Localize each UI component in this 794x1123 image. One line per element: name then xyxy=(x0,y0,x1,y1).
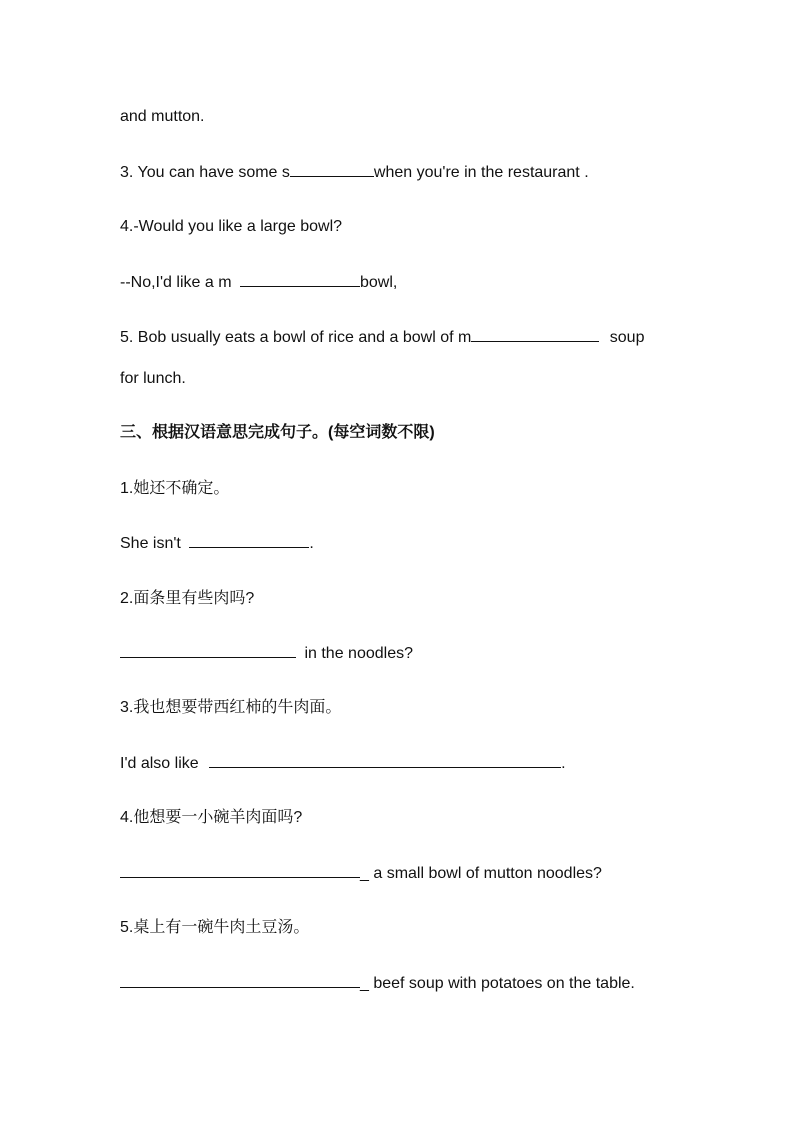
question-5-continuation: for lunch. xyxy=(120,370,186,387)
item-2-blank[interactable] xyxy=(120,643,296,658)
question-3-blank[interactable] xyxy=(290,162,374,177)
item-1-english xyxy=(120,533,314,554)
item-1-chinese: 1.她还不确定。 xyxy=(120,480,230,497)
item-2-chinese: 2.面条里有些肉吗? xyxy=(120,590,255,607)
question-3 xyxy=(120,162,589,183)
question-5-text-before: 5. Bob usually eats a bowl of rice and a bowl of m xyxy=(120,329,472,346)
item-4-english xyxy=(120,863,602,884)
question-3-text-before: 3. You can have some s xyxy=(120,164,290,181)
item-5-chinese: 5.桌上有一碗牛肉土豆汤。 xyxy=(120,919,310,936)
question-5-blank[interactable] xyxy=(471,327,599,342)
question-5 xyxy=(120,327,644,348)
question-3-text-after: when you're in the restaurant . xyxy=(373,164,589,181)
question-4-answer xyxy=(120,272,397,293)
item-1-text-before: She isn't xyxy=(120,535,181,552)
question-4-blank[interactable] xyxy=(240,272,360,287)
section2-continuation: and mutton. xyxy=(120,108,205,125)
item-3-chinese: 3.我也想要带西红柿的牛肉面。 xyxy=(120,699,342,716)
question-4-prompt: 4.-Would you like a large bowl? xyxy=(120,218,343,235)
item-4-blank[interactable] xyxy=(120,863,360,878)
item-5-text-after: _ beef soup with potatoes on the table. xyxy=(360,975,635,992)
item-5-blank[interactable] xyxy=(120,973,360,988)
item-3-blank[interactable] xyxy=(209,753,561,768)
item-4-text-after: _ a small bowl of mutton noodles? xyxy=(360,865,602,882)
item-4-chinese: 4.他想要一小碗羊肉面吗? xyxy=(120,809,303,826)
section-3-heading: 三、根据汉语意思完成句子。(每空词数不限) xyxy=(120,424,435,441)
item-2-english xyxy=(120,643,413,664)
question-4-text-before: --No,I'd like a m xyxy=(120,274,232,291)
item-3-text-before: I'd also like xyxy=(120,755,199,772)
item-3-english xyxy=(120,753,566,774)
item-3-text-after: . xyxy=(561,755,566,772)
question-4-text-after: bowl, xyxy=(359,274,398,291)
item-1-blank[interactable] xyxy=(189,533,309,548)
question-5-text-after: soup xyxy=(609,329,645,346)
item-2-text-after: in the noodles? xyxy=(304,645,413,662)
item-1-text-after: . xyxy=(309,535,314,552)
item-5-english xyxy=(120,973,635,994)
